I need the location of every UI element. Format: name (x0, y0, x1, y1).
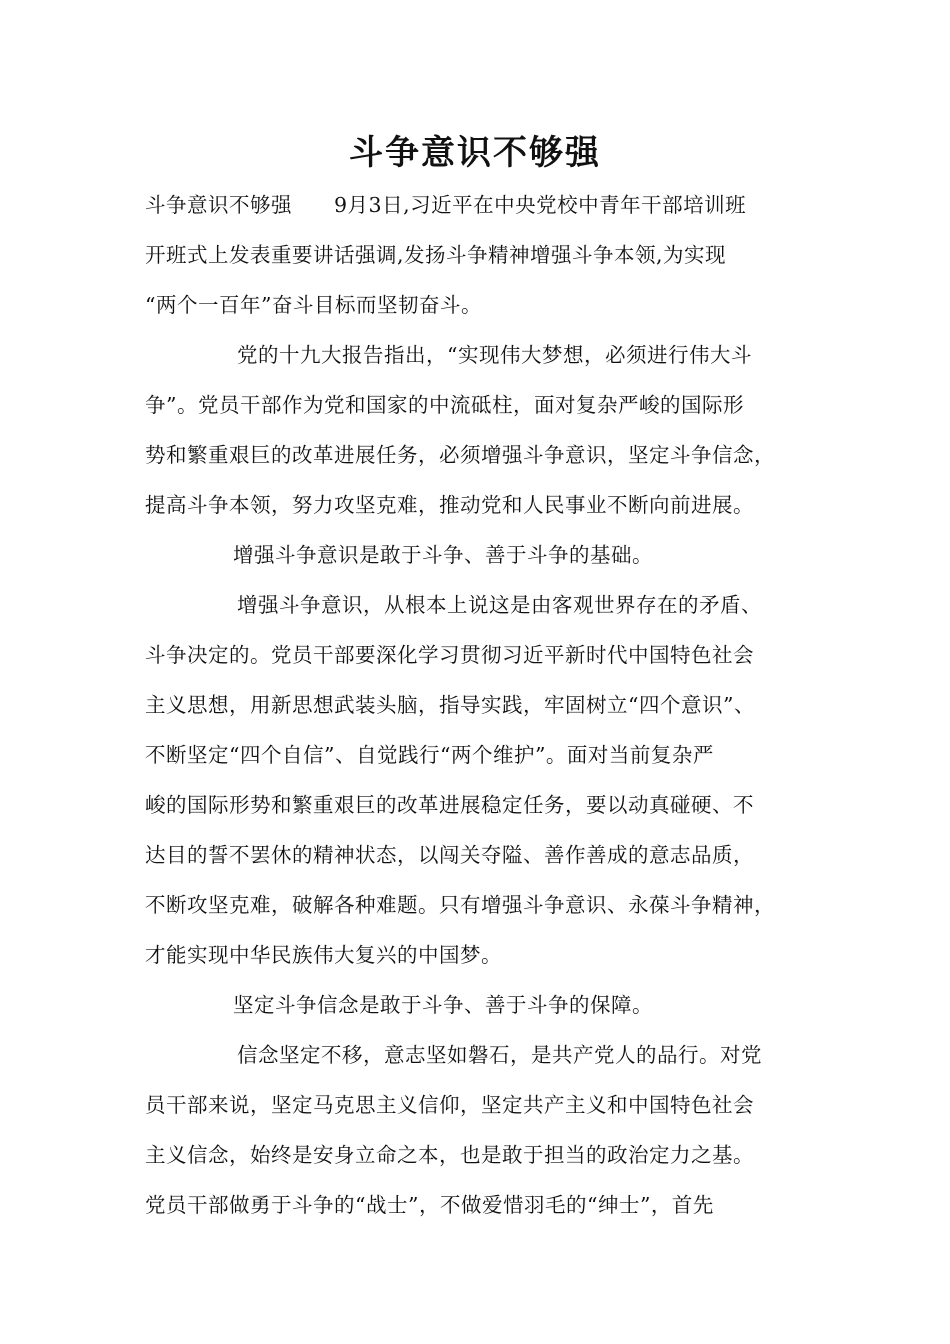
text-line: 提高斗争本领，努力攻坚克难，推动党和人民事业不断向前进展。 (145, 493, 754, 517)
text-line: 主义信念，始终是安身立命之本，也是敢于担当的政治定力之基。 (145, 1143, 754, 1167)
text-line: 员干部来说，坚定马克思主义信仰，坚定共产主义和中国特色社会 (145, 1093, 754, 1117)
document-title: 斗争意识不够强 (349, 133, 601, 173)
text-line: 主义思想，用新思想武装头脑，指导实践，牢固树立“四个意识”、 (145, 693, 755, 717)
text-line: 开班式上发表重要讲话强调,发扬斗争精神增强斗争本领,为实现 (145, 243, 727, 267)
text-line: 势和繁重艰巨的改革进展任务，必须增强斗争意识，坚定斗争信念， (145, 443, 775, 467)
paragraph-first-line: 信念坚定不移，意志坚如磐石，是共产党人的品行。对党 (237, 1043, 762, 1067)
text-line: 峻的国际形势和繁重艰巨的改革进展稳定任务，要以动真碰硬、不 (145, 793, 754, 817)
text-line: 斗争决定的。党员干部要深化学习贯彻习近平新时代中国特色社会 (145, 643, 754, 667)
text-line: 党员干部做勇于斗争的“战士”，不做爱惜羽毛的“绅士”，首先 (145, 1193, 714, 1217)
text-line: 不断坚定“四个自信”、自觉践行“两个维护”。面对当前复杂严 (145, 743, 714, 767)
text-line: 才能实现中华民族伟大复兴的中国梦。 (145, 943, 502, 967)
text-line: 争”。党员干部作为党和国家的中流砥柱，面对复杂严峻的国际形 (145, 393, 744, 417)
paragraph-first-line: 党的十九大报告指出，“实现伟大梦想，必须进行伟大斗 (237, 343, 752, 367)
text-line: 不断攻坚克难，破解各种难题。只有增强斗争意识、永葆斗争精神， (145, 893, 775, 917)
text-line: 斗争意识不够强 9月3日,习近平在中央党校中青年干部培训班 (145, 193, 747, 217)
paragraph-first-line: 增强斗争意识，从根本上说这是由客观世界存在的矛盾、 (237, 593, 762, 617)
section-heading-line: 坚定斗争信念是敢于斗争、善于斗争的保障。 (233, 993, 653, 1017)
document-body (145, 180, 825, 1230)
section-heading-line: 增强斗争意识是敢于斗争、善于斗争的基础。 (233, 543, 653, 567)
text-line: 达目的誓不罢休的精神状态，以闯关夺隘、善作善成的意志品质， (145, 843, 754, 867)
text-line: “两个一百年”奋斗目标而坚韧奋斗。 (145, 293, 482, 317)
